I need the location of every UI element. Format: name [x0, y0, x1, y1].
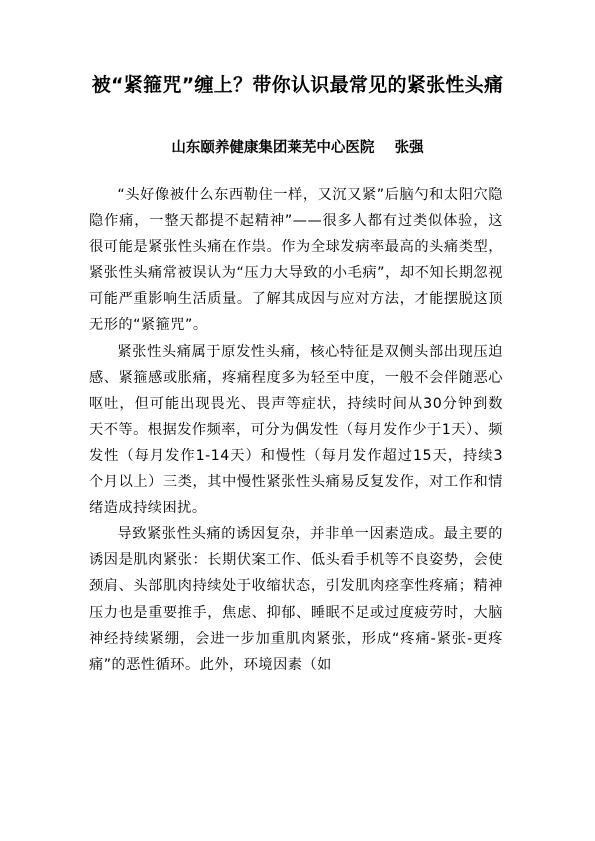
paragraph-definition: 紧张性头痛属于原发性头痛，核心特征是双侧头部出现压迫感、紧箍感或胀痛，疼痛程度多为轻至中度，一般不会伴随恶心呕吐，但可能出现畏光、畏声等症状，持续时间从30分钟到数天不等。根据发作频率，可分为偶发性（每月发作少于1天）、频发性（每月发作1-14天）和慢性（每月发作超过15天，持续3个月以上）三类，其中慢性紧张性头痛易反复发作，对工作和情绪造成持续困扰。	[89, 343, 503, 517]
author-byline: 山东颐养健康集团莱芜中心医院 张强	[171, 140, 424, 156]
article-body	[89, 182, 503, 678]
article-title: 被“紧箍咒”缠上？带你认识最常见的紧张性头痛	[91, 74, 504, 96]
paragraph-causes: 导致紧张性头痛的诱因复杂，并非单一因素造成。最主要的诱因是肌肉紧张：长期伏案工作、低头看手机等不良姿势，会使颈肩、头部肌肉持续处于收缩状态，引发肌肉痉挛性疼痛；精神压力也是重要推手，焦虑、抑郁、睡眠不足或过度疲劳时，大脑神经持续紧绷，会进一步加重肌肉紧张，形成“疼痛-紧张-更疼痛”的恶性循环。此外，环境因素（如	[89, 526, 503, 673]
paragraph-intro: “头好像被什么东西勒住一样，又沉又紧”后脑勺和太阳穴隐隐作痛，一整天都提不起精神”——很多人都有过类似体验，这很可能是紧张性头痛在作祟。作为全球发病率最高的头痛类型，紧张性头痛常被误认为“压力大导致的小毛病”，却不知长期忽视可能严重影响生活质量。了解其成因与应对方法，才能摆脱这顶无形的“紧箍咒”。	[89, 187, 503, 334]
